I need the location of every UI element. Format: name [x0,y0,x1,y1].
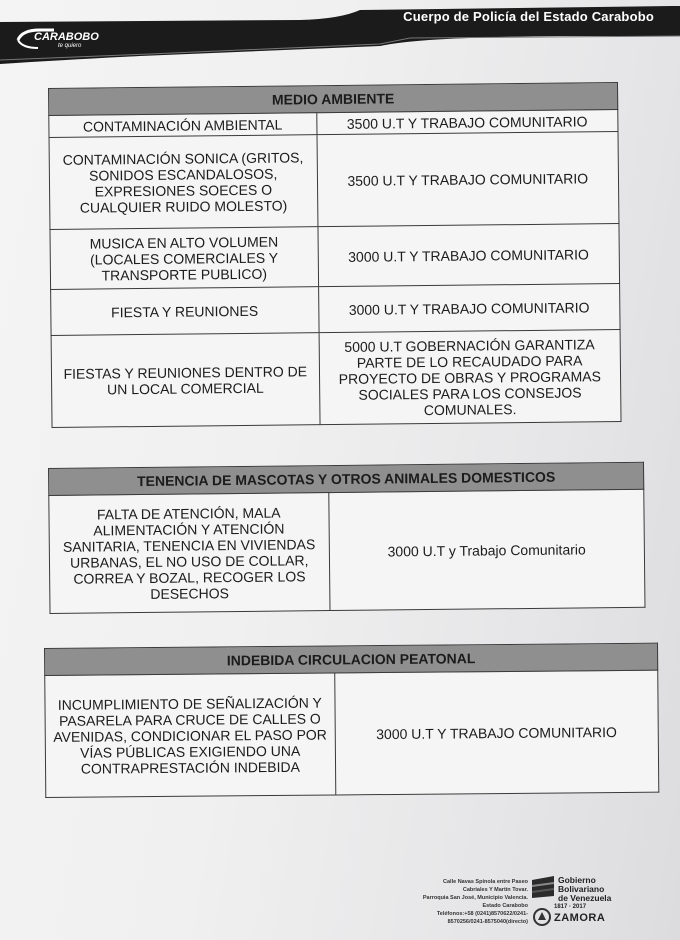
government-name [558,876,611,903]
logo-text: CARABOBO [34,31,99,43]
infraction-cell: CONTAMINACIÓN AMBIENTAL [49,113,317,138]
penalty-cell: 5000 U.T GOBERNACIÓN GARANTIZA PARTE DE LO RECAUDADO PARA PROYECTO DE OBRAS Y PROGRAMAS SOCIALES PARA LOS CONSEJOS COMUNALES. [319,330,621,425]
table-medio-ambiente [48,82,622,428]
penalty-cell: 3000 U.T y Trabajo Comunitario [328,489,645,610]
penalty-cell: 3500 U.T Y TRABAJO COMUNITARIO [317,132,619,227]
address-line: Calle Navas Spínola entre Paseo [443,879,528,885]
footer-address [400,878,528,926]
zamora-years: 1817 · 2017 [554,904,587,910]
table-circulacion-peatonal [44,643,659,798]
table-heading: TENENCIA DE MASCOTAS Y OTROS ANIMALES DOMESTICOS [49,462,644,495]
infraction-cell: FIESTA Y REUNIONES [51,287,319,336]
zamora-label: ZAMORA [554,912,606,924]
government-name-line: Gobierno [558,875,596,885]
government-name-line: de Venezuela [558,893,612,903]
address-line: Parroquia San José, Municipio Valencia. [422,895,528,901]
address-line: Teléfonos:+58 (0241)8570622/0241- [436,911,528,917]
infraction-cell: FALTA DE ATENCIÓN, MALA ALIMENTACIÓN Y ATENCIÓN SANITARIA, TENENCIA EN VIVIENDAS URBANAS, EL NO USO DE COLLAR, CORREA Y BOZAL, RECOGER LOS DESECHOS [49,493,330,614]
address-line: Estado Carabobo [482,903,528,909]
infraction-cell: FIESTAS Y REUNIONES DENTRO DE UN LOCAL COMERCIAL [51,333,320,428]
table-heading: MEDIO AMBIENTE [49,83,618,116]
penalty-cell: 3500 U.T Y TRABAJO COMUNITARIO [316,110,618,135]
government-name-line: Bolivariano [558,884,605,894]
zamora-emblem-icon [532,906,552,928]
penalty-cell: 3000 U.T Y TRABAJO COMUNITARIO [318,284,620,333]
table-heading: INDEBIDA CIRCULACION PEATONAL [45,643,658,675]
government-logo [530,874,650,936]
flag-icon [530,874,556,900]
logo-subtitle: te quiero [58,43,82,49]
header-band [0,0,680,72]
penalty-cell: 3000 U.T Y TRABAJO COMUNITARIO [334,670,658,795]
table-tenencia-mascotas [48,462,645,614]
infraction-cell: INCUMPLIMIENTO DE SEÑALIZACIÓN Y PASARELA PARA CRUCE DE CALLES O AVENIDAS, CONDICIONAR EL PASO POR VÍAS PÚBLICAS EXIGIENDO UNA CONTRAPRESTACIÓN INDEBIDA [45,673,336,798]
address-line: 8570256/0241-8575040(directo) [447,919,528,925]
infraction-cell: MUSICA EN ALTO VOLUMEN (LOCALES COMERCIALES Y TRANSPORTE PUBLICO) [50,227,318,290]
header-title: Cuerpo de Policía del Estado Carabobo [403,9,654,24]
infraction-cell: CONTAMINACIÓN SONICA (GRITOS, SONIDOS ESCANDALOSOS, EXPRESIONES SOECES O CUALQUIER RUIDO MOLESTO) [49,135,318,230]
address-line: Cabriales Y Martín Tovar. [462,887,528,893]
penalty-cell: 3000 U.T Y TRABAJO COMUNITARIO [318,224,620,287]
